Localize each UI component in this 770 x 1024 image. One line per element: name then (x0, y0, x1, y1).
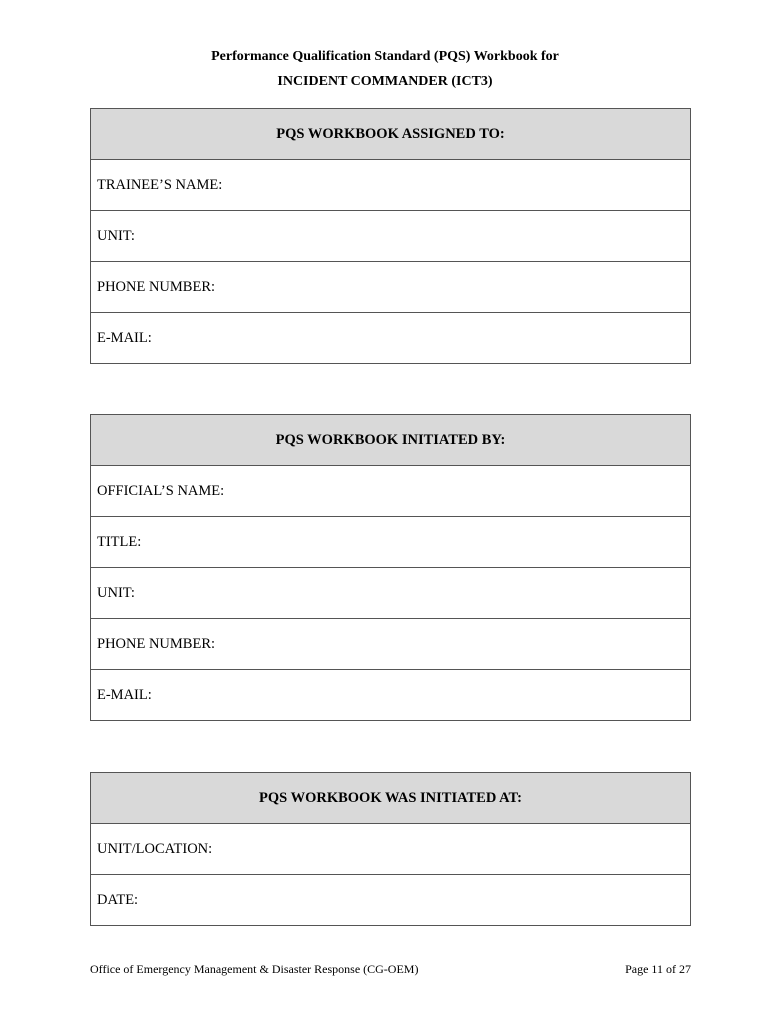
initiated-at-heading: PQS WORKBOOK WAS INITIATED AT: (91, 773, 691, 824)
official-unit-field[interactable]: UNIT: (91, 568, 691, 619)
table-row (91, 824, 691, 875)
official-phone-field[interactable]: PHONE NUMBER: (91, 619, 691, 670)
table-row (91, 568, 691, 619)
table-row (91, 875, 691, 926)
table-row (91, 313, 691, 364)
trainee-email-field[interactable]: E-MAIL: (91, 313, 691, 364)
unit-location-field[interactable]: UNIT/LOCATION: (91, 824, 691, 875)
title-line-1: Performance Qualification Standard (PQS) Workbook for (211, 49, 559, 64)
table-row (91, 262, 691, 313)
title-line-2: INCIDENT COMMANDER (ICT3) (277, 74, 493, 89)
table-row (91, 619, 691, 670)
date-field[interactable]: DATE: (91, 875, 691, 926)
document-title (0, 44, 770, 94)
table-header-row (91, 415, 691, 466)
table-row (91, 517, 691, 568)
table-header-row (91, 773, 691, 824)
table-row (91, 466, 691, 517)
table-row (91, 160, 691, 211)
trainee-phone-field[interactable]: PHONE NUMBER: (91, 262, 691, 313)
official-title-field[interactable]: TITLE: (91, 517, 691, 568)
footer-office: Office of Emergency Management & Disaster Response (CG-OEM) (90, 962, 419, 976)
trainee-unit-field[interactable]: UNIT: (91, 211, 691, 262)
page-footer (90, 962, 691, 977)
trainee-name-field[interactable]: TRAINEE’S NAME: (91, 160, 691, 211)
table-header-row (91, 109, 691, 160)
initiated-at-table (90, 772, 691, 926)
official-name-field[interactable]: OFFICIAL’S NAME: (91, 466, 691, 517)
assigned-to-heading: PQS WORKBOOK ASSIGNED TO: (91, 109, 691, 160)
table-row (91, 670, 691, 721)
official-email-field[interactable]: E-MAIL: (91, 670, 691, 721)
table-row (91, 211, 691, 262)
assigned-to-table (90, 108, 691, 364)
initiated-by-table (90, 414, 691, 721)
footer-page-number: Page 11 of 27 (625, 962, 691, 976)
initiated-by-heading: PQS WORKBOOK INITIATED BY: (91, 415, 691, 466)
